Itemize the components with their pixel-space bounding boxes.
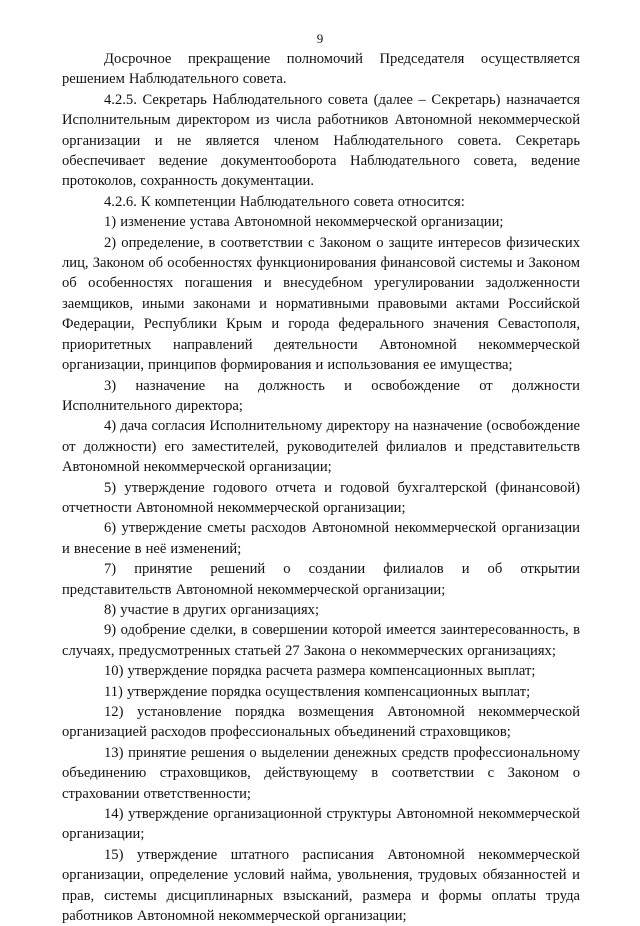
paragraph: Досрочное прекращение полномочий Председателя осуществляется решением Наблюдательного совета.	[62, 51, 580, 88]
list-item: 15) утверждение штатного расписания Автономной некоммерческой организации, определение условий найма, увольнения, трудовых обязанностей и прав, системы дисциплинарных взысканий, размера и формы оплаты труда работников Автономной некоммерческой организации;	[62, 846, 580, 925]
list-item: 11) утверждение порядка осуществления компенсационных выплат;	[104, 683, 531, 700]
list-item: 9) одобрение сделки, в совершении которой имеется заинтересованность, в случаях, предусмотренных статьей 27 Закона о некоммерческих организациях;	[62, 622, 580, 659]
list-item: 1) изменение устава Автономной некоммерческой организации;	[104, 214, 504, 231]
list-item: 12) установление порядка возмещения Автономной некоммерческой организацией расходов профессиональных объединений страховщиков;	[62, 704, 580, 741]
list-item: 6) утверждение сметы расходов Автономной некоммерческой организации и внесение в неё изменений;	[62, 520, 580, 557]
list-item: 8) участие в других организациях;	[104, 601, 320, 618]
list-item: 14) утверждение организационной структуры Автономной некоммерческой организации;	[62, 806, 580, 843]
list-item: 13) принятие решения о выделении денежных средств профессиональному объединению страховщиков, действующему в соответствии с Законом о страховании ответственности;	[62, 744, 580, 802]
list-item: 7) принятие решений о создании филиалов и об открытии представительств Автономной некоммерческой организации;	[62, 561, 580, 598]
paragraph: 4.2.6. К компетенции Наблюдательного совета относится:	[104, 193, 465, 210]
list-item: 3) назначение на должность и освобождение от должности Исполнительного директора;	[62, 377, 580, 414]
list-item: 5) утверждение годового отчета и годовой бухгалтерской (финансовой) отчетности Автономной некоммерческой организации;	[62, 479, 580, 516]
page-number: 9	[316, 31, 324, 46]
document-body	[62, 49, 580, 926]
paragraph: 4.2.5. Секретарь Наблюдательного совета (далее – Секретарь) назначается Исполнительным директором из числа работников Автономной некоммерческой организации и не является членом Наблюдательного совета. Секретарь обеспечивает ведение документооборота Наблюдательного совета, ведение протоколов, сохранность документации.	[62, 91, 580, 190]
list-item: 2) определение, в соответствии с Законом о защите интересов физических лиц, Законом об особенностях функционирования финансовой системы и Законом об особенностях погашения и внесудебном урегулировании задолженности заемщиков, иными законами и нормативными правовыми актами Российской Федерации, Республики Крым и города федерального значения Севастополя, приоритетных направлений деятельности Автономной некоммерческой организации, принципов формирования и использования ее имущества;	[62, 234, 580, 374]
list-item: 4) дача согласия Исполнительному директору на назначение (освобождение от должности) его заместителей, руководителей филиалов и представительств Автономной некоммерческой организации;	[62, 418, 580, 476]
list-item: 10) утверждение порядка расчета размера компенсационных выплат;	[104, 663, 536, 680]
